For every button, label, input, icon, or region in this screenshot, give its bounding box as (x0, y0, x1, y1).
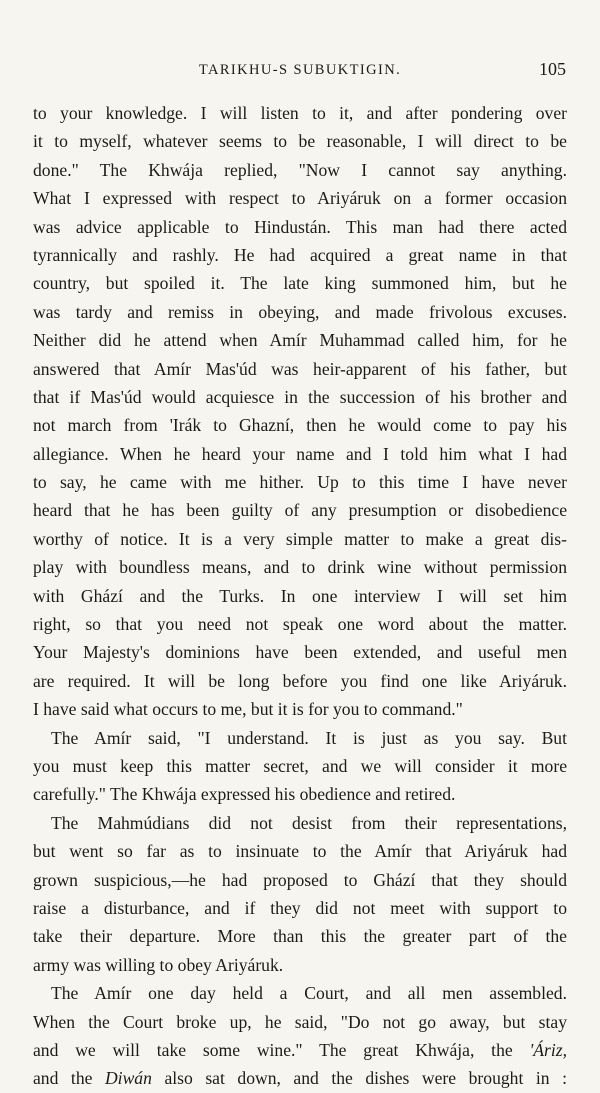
text-segment: to say, he came with me hither. Up to this time I have never (33, 472, 567, 493)
text-segment: carefully." The Khwája expressed his obedience and retired. (33, 784, 456, 805)
page-header (0, 59, 600, 82)
text-segment: done." The Khwája replied, "Now I cannot say anything. (33, 159, 567, 180)
text-line (33, 553, 567, 581)
running-title: TARIKHU-S SUBUKTIGIN. (198, 62, 402, 78)
text-line (33, 809, 567, 837)
text-segment: to your knowledge. I will listen to it, and after pondering over (33, 103, 567, 123)
text-line (33, 837, 567, 865)
text-segment: Your Majesty's dominions have been extended, and useful men (33, 642, 567, 663)
text-line (33, 184, 567, 212)
text-segment: you must keep this matter secret, and we will consider it more (33, 755, 567, 776)
text-segment: but went so far as to insinuate to the Amír that Ariyáruk had (33, 841, 567, 862)
text-line (33, 695, 567, 723)
text-line (33, 355, 567, 383)
text-line (33, 411, 567, 439)
text-line (33, 752, 567, 780)
text-line (33, 468, 567, 496)
text-segment: When the Court broke up, he said, "Do not go away, but stay (33, 1011, 567, 1032)
text-line (33, 582, 567, 610)
text-segment: Neither did he attend when Amír Muhammad called him, for he (33, 330, 567, 351)
text-segment: was tardy and remiss in obeying, and made frivolous excuses. (33, 301, 567, 322)
text-line (33, 922, 567, 950)
text-segment: and we will take some wine." The great Khwája, the (33, 1039, 530, 1060)
text-line (33, 298, 567, 326)
text-line (33, 724, 567, 752)
text-segment: are required. It will be long before you find one like Ariyáruk. (33, 670, 567, 691)
text-line (33, 383, 567, 411)
text-line (33, 638, 567, 666)
text-line (33, 1064, 567, 1092)
text-line (33, 525, 567, 553)
text-segment: The Mahmúdians did not desist from their representations, (51, 812, 567, 833)
text-segment: I have said what occurs to me, but it is for you to command." (33, 699, 463, 720)
text-line (33, 780, 567, 808)
text-segment: heard that he has been guilty of any presumption or disobedience (33, 500, 567, 521)
text-segment: it to myself, whatever seems to be reasonable, I will direct to be (33, 131, 567, 152)
text-segment: country, but spoiled it. The late king summoned him, but he (33, 273, 567, 294)
text-segment: raise a disturbance, and if they did not meet with support to (33, 897, 567, 918)
text-segment: What I expressed with respect to Ariyáruk on a former occasion (33, 188, 567, 209)
text-segment: play with boundless means, and to drink wine without permission (33, 557, 567, 578)
text-segment: answered that Amír Mas'úd was heir-apparent of his father, but (33, 358, 567, 379)
text-segment: allegiance. When he heard your name and I told him what I had (33, 443, 567, 464)
text-segment: with Ghází and the Turks. In one interview I will set him (33, 585, 567, 606)
text-segment: tyrannically and rashly. He had acquired a great name in that (33, 244, 567, 265)
text-line (33, 269, 567, 297)
text-line (33, 99, 567, 127)
text-line (33, 610, 567, 638)
text-segment: that if Mas'úd would acquiesce in the succession of his brother and (33, 386, 567, 407)
text-line (33, 213, 567, 241)
text-line (33, 866, 567, 894)
text-line (33, 326, 567, 354)
text-segment: take their departure. More than this the greater part of the (33, 926, 567, 947)
text-segment: grown suspicious,—he had proposed to Ghází that they should (33, 869, 567, 890)
text-segment: worthy of notice. It is a very simple matter to make a great dis- (33, 528, 567, 549)
text-line (33, 979, 567, 1007)
text-line (33, 894, 567, 922)
text-line (33, 667, 567, 695)
text-segment: also sat down, and the dishes were brought in : (151, 1068, 567, 1089)
text-segment: right, so that you need not speak one word about the matter. (33, 614, 567, 635)
page-number: 105 (539, 59, 566, 79)
text-segment: was advice applicable to Hindustán. This man had there acted (33, 216, 567, 237)
italic-term: 'Áriz, (529, 1039, 567, 1060)
text-line (33, 440, 567, 468)
text-segment: not march from 'Irák to Ghazní, then he would come to pay his (33, 415, 567, 436)
text-segment: The Amír one day held a Court, and all men assembled. (51, 983, 567, 1004)
text-line (33, 1008, 567, 1036)
text-line (33, 496, 567, 524)
text-line (33, 951, 567, 979)
text-segment: and the (33, 1068, 105, 1089)
text-line (33, 127, 567, 155)
text-line (33, 156, 567, 184)
text-line (33, 1036, 567, 1064)
text-segment: The Amír said, "I understand. It is just as you say. But (51, 727, 567, 748)
body-text (33, 99, 567, 1093)
italic-term: Diwán (104, 1068, 152, 1089)
text-line (33, 241, 567, 269)
text-segment: army was willing to obey Ariyáruk. (33, 954, 284, 975)
